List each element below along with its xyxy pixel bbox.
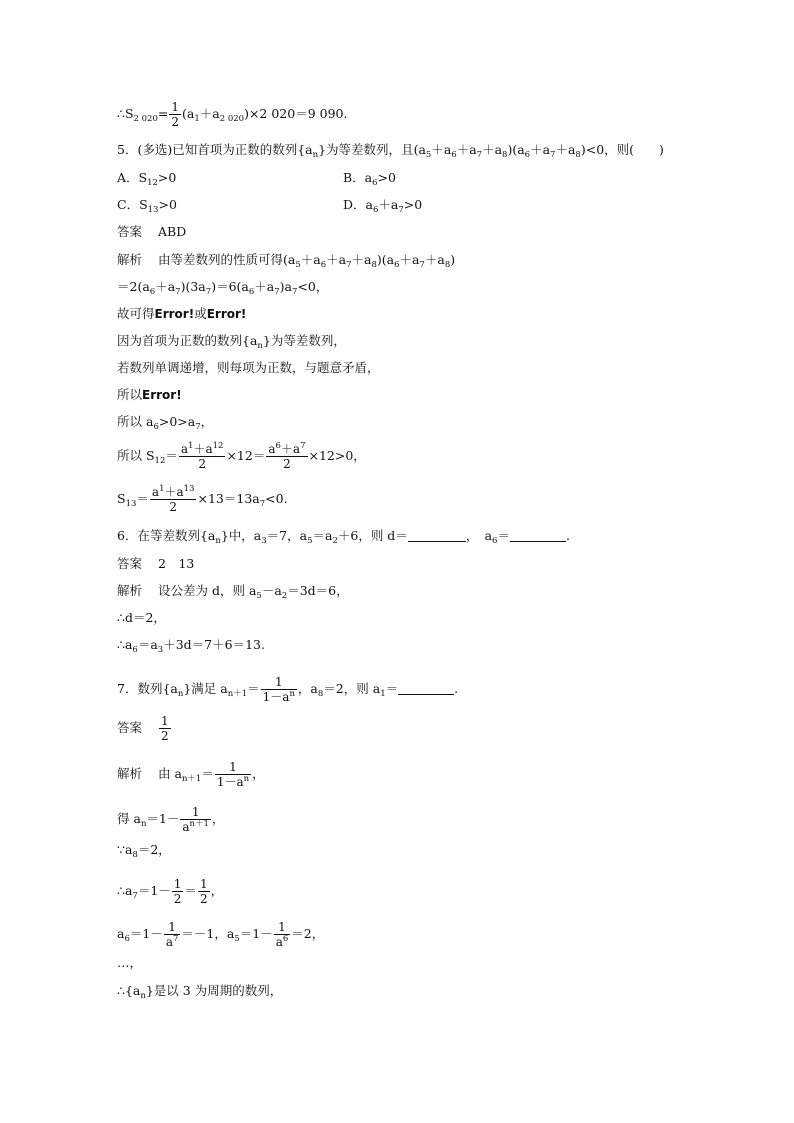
text: ) bbox=[450, 252, 456, 267]
text: 因为首项为正数的数列{a bbox=[117, 333, 258, 348]
text: A．S bbox=[117, 170, 148, 185]
text: ＋a bbox=[482, 142, 503, 157]
text: 1－a bbox=[216, 775, 244, 789]
denominator: 2 bbox=[199, 892, 208, 906]
subscript: n bbox=[140, 819, 147, 829]
fraction bbox=[261, 675, 297, 704]
subscript: 7 bbox=[346, 260, 352, 270]
error-text: Error! bbox=[206, 307, 247, 321]
text: <0， bbox=[297, 279, 329, 294]
denominator bbox=[274, 935, 291, 949]
text: ＋a bbox=[254, 279, 275, 294]
denominator: 2 bbox=[171, 115, 179, 129]
text: 故可得 bbox=[117, 306, 155, 321]
subscript: 7 bbox=[132, 891, 138, 901]
subscript: 13 bbox=[125, 499, 137, 509]
subscript: 5 bbox=[425, 150, 432, 160]
fraction bbox=[164, 920, 181, 949]
subscript: 6 bbox=[124, 934, 130, 944]
superscript: 6 bbox=[282, 934, 289, 944]
text: S bbox=[117, 491, 126, 506]
subscript: 7 bbox=[274, 287, 280, 297]
text: 所以 a bbox=[117, 414, 154, 429]
text: >0>a bbox=[158, 414, 196, 429]
text: ＋a bbox=[193, 442, 213, 456]
subscript: 6 bbox=[149, 287, 156, 297]
text: ， bbox=[252, 766, 265, 781]
text: 由等差数列的性质可得(a bbox=[158, 252, 296, 267]
answer-blank bbox=[408, 529, 466, 542]
subscript: 8 bbox=[502, 150, 508, 160]
numerator bbox=[179, 442, 226, 457]
answer-value: 2 13 bbox=[158, 556, 195, 571]
text: ∴a bbox=[117, 883, 133, 898]
text: 设公差为 d，则 a bbox=[158, 583, 257, 598]
text: ＋a bbox=[199, 106, 220, 121]
superscript: 6 bbox=[275, 441, 281, 451]
text: ，a bbox=[297, 681, 318, 696]
text: ＝a bbox=[137, 637, 158, 652]
subscript: n bbox=[140, 991, 146, 1001]
q7-analysis-2 bbox=[117, 805, 224, 834]
text: ＋6，则 d＝ bbox=[337, 528, 408, 543]
subscript: 6 bbox=[132, 645, 138, 655]
text: ×12>0， bbox=[308, 448, 366, 463]
text: ＋a bbox=[456, 142, 477, 157]
error-text: Error! bbox=[142, 388, 182, 402]
text: }满足 a bbox=[183, 681, 228, 696]
numerator: 1 bbox=[199, 877, 208, 891]
text: －a bbox=[261, 583, 282, 598]
q5-stem bbox=[117, 142, 664, 158]
q5-option-c bbox=[117, 197, 177, 213]
text: 所以 S bbox=[117, 448, 155, 463]
text: (a bbox=[182, 106, 195, 121]
text: ＋a bbox=[378, 197, 399, 212]
q5-answer bbox=[117, 224, 186, 240]
subscript: 8 bbox=[132, 850, 138, 860]
q5-analysis-2 bbox=[117, 279, 328, 295]
subscript: 6 bbox=[372, 178, 378, 188]
q5-analysis-7 bbox=[117, 414, 213, 430]
subscript: 7 bbox=[419, 260, 425, 270]
text: )＝6(a bbox=[211, 279, 249, 294]
subscript: 7 bbox=[550, 150, 556, 160]
text: 5．(多选)已知首项为正数的数列{a bbox=[117, 142, 313, 157]
text: ∴S bbox=[117, 106, 134, 121]
text: }是以 3 为周期的数列， bbox=[145, 983, 283, 998]
text: ＝ bbox=[497, 528, 510, 543]
analysis-label: 解析 bbox=[117, 583, 143, 598]
q6-stem bbox=[117, 528, 570, 544]
text: 或 bbox=[194, 306, 207, 321]
numerator: 1 bbox=[274, 920, 291, 935]
fraction bbox=[150, 485, 197, 514]
text: B．a bbox=[343, 170, 373, 185]
subscript: 12 bbox=[154, 456, 166, 466]
fraction bbox=[172, 877, 184, 906]
subscript: 7 bbox=[205, 287, 212, 297]
text: ＋a bbox=[530, 142, 551, 157]
text: = bbox=[157, 106, 169, 121]
fraction bbox=[198, 877, 210, 906]
text: a bbox=[165, 935, 173, 949]
text: ＝2， bbox=[137, 842, 171, 857]
q5-analysis-9 bbox=[117, 485, 288, 514]
superscript: 7 bbox=[172, 934, 179, 944]
subscript: n bbox=[177, 689, 184, 699]
text: )<0，则( ) bbox=[580, 142, 664, 157]
subscript: 8 bbox=[444, 260, 451, 270]
text: >0 bbox=[403, 197, 423, 212]
text: ∴{a bbox=[117, 983, 141, 998]
fraction bbox=[180, 805, 211, 834]
answer-label: 答案 bbox=[117, 720, 143, 735]
subscript: 12 bbox=[147, 178, 158, 188]
subscript: 8 bbox=[317, 689, 324, 699]
text: ， bbox=[210, 883, 224, 898]
text: 1－a bbox=[262, 690, 290, 704]
subscript: 3 bbox=[157, 645, 164, 655]
q7-analysis-4 bbox=[117, 877, 223, 906]
denominator bbox=[261, 690, 297, 704]
text: ＋a bbox=[351, 252, 372, 267]
text: ＝1－ bbox=[146, 811, 180, 826]
numerator: 1 bbox=[173, 877, 182, 891]
text: 若数列单调递增，则每项为正数，与题意矛盾， bbox=[117, 360, 380, 375]
subscript: 1 bbox=[194, 114, 200, 124]
q5-analysis-8 bbox=[117, 442, 366, 471]
subscript: 8 bbox=[371, 260, 377, 270]
q5-option-a bbox=[117, 170, 176, 186]
text: 得 a bbox=[117, 811, 141, 826]
analysis-label: 解析 bbox=[117, 252, 143, 267]
text: . bbox=[454, 681, 459, 696]
subscript: 6 bbox=[153, 422, 159, 432]
q5-analysis-1 bbox=[117, 252, 455, 268]
q6-analysis-1 bbox=[117, 583, 349, 599]
text: )a bbox=[279, 279, 292, 294]
q7-analysis-3 bbox=[117, 842, 171, 858]
text: ＝2，则 a bbox=[323, 681, 381, 696]
denominator: 2 bbox=[198, 457, 206, 471]
subscript: 7 bbox=[175, 287, 181, 297]
numerator: 1 bbox=[180, 805, 211, 820]
text: ＝－1，a bbox=[181, 926, 235, 941]
subscript: 1 bbox=[380, 689, 386, 699]
subscript: 13 bbox=[147, 205, 159, 215]
subscript: 6 bbox=[248, 287, 255, 297]
subscript: 8 bbox=[575, 150, 581, 160]
superscript: 7 bbox=[300, 441, 306, 451]
numerator bbox=[150, 485, 197, 500]
text: ＋a bbox=[155, 279, 176, 294]
fraction bbox=[266, 442, 307, 471]
numerator: 1 bbox=[261, 675, 297, 690]
q5-analysis-6 bbox=[117, 387, 182, 403]
text: ＝a bbox=[312, 528, 333, 543]
text: ， bbox=[211, 811, 225, 826]
text: ×13＝13a bbox=[197, 491, 260, 506]
text: ＝2(a bbox=[117, 279, 150, 294]
text: <0. bbox=[265, 491, 288, 506]
q6-analysis-2 bbox=[117, 610, 166, 626]
text: >0 bbox=[157, 170, 177, 185]
text: ＝1－ bbox=[239, 926, 273, 941]
subscript: 7 bbox=[195, 422, 201, 432]
subscript: 6 bbox=[372, 205, 379, 215]
numerator bbox=[266, 442, 307, 457]
q5-analysis-4 bbox=[117, 333, 346, 349]
error-text: Error! bbox=[154, 307, 195, 321]
text: ＋a bbox=[300, 252, 321, 267]
numerator: 1 bbox=[161, 714, 169, 728]
text: ＋a bbox=[424, 252, 445, 267]
denominator: 2 bbox=[169, 500, 178, 514]
subscript: n bbox=[257, 341, 263, 351]
subscript: 7 bbox=[259, 499, 266, 509]
superscript: 1 bbox=[188, 441, 194, 451]
text: a bbox=[117, 926, 125, 941]
text: ＋3d＝7＋6＝13. bbox=[163, 637, 265, 652]
fraction bbox=[179, 442, 226, 471]
numerator: 1 bbox=[215, 760, 251, 775]
text: )×2 020＝9 090. bbox=[244, 106, 348, 121]
subscript: n＋1 bbox=[227, 689, 248, 699]
subscript: 2 020 bbox=[133, 114, 158, 124]
denominator: 2 bbox=[173, 892, 182, 906]
denominator: 2 bbox=[283, 457, 291, 471]
q7-stem bbox=[117, 675, 458, 704]
subscript: 7 bbox=[292, 287, 298, 297]
analysis-label: 解析 bbox=[117, 766, 143, 781]
q7-answer bbox=[117, 714, 172, 743]
subscript: 5 bbox=[295, 260, 301, 270]
text: a bbox=[182, 820, 190, 834]
answer-label: 答案 bbox=[117, 224, 143, 239]
answer-blank bbox=[398, 682, 454, 695]
answer-label: 答案 bbox=[117, 556, 143, 571]
text: ＝ bbox=[136, 491, 149, 506]
q5-analysis-5 bbox=[117, 360, 380, 376]
text: )(a bbox=[507, 142, 525, 157]
text: ＝ bbox=[165, 448, 178, 463]
superscript: 12 bbox=[212, 441, 224, 451]
q5-option-d bbox=[343, 197, 422, 213]
text: ＝ bbox=[385, 681, 399, 696]
text: ， bbox=[200, 414, 214, 429]
text: )(a bbox=[376, 252, 395, 267]
text: ＝ bbox=[247, 681, 260, 696]
text: ＝ bbox=[201, 766, 214, 781]
subscript: 6 bbox=[320, 260, 327, 270]
q7-analysis-7 bbox=[117, 983, 282, 999]
text: ＝3d＝6， bbox=[287, 583, 349, 598]
text: }为等差数列，且(a bbox=[318, 142, 426, 157]
fraction bbox=[274, 920, 291, 949]
text: ＋a bbox=[431, 142, 452, 157]
text: …， bbox=[117, 955, 143, 970]
q7-analysis-1 bbox=[117, 760, 265, 789]
subscript: n bbox=[215, 536, 221, 546]
text: )(3a bbox=[180, 279, 206, 294]
q6-answer bbox=[117, 556, 194, 572]
superscript: 13 bbox=[183, 484, 195, 494]
text: 7．数列{a bbox=[117, 681, 178, 696]
fraction bbox=[215, 760, 251, 789]
answer-value: ABD bbox=[158, 224, 187, 239]
subscript: n＋1 bbox=[181, 774, 202, 784]
s2020-line bbox=[117, 100, 347, 129]
superscript: n bbox=[289, 689, 295, 699]
text: ∵a bbox=[117, 842, 133, 857]
text: ＋a bbox=[399, 252, 420, 267]
text: a bbox=[180, 442, 189, 456]
text: a bbox=[268, 442, 276, 456]
text: ＝1－ bbox=[137, 883, 171, 898]
text: a bbox=[151, 485, 160, 499]
q7-analysis-6 bbox=[117, 955, 142, 971]
answer-blank bbox=[510, 529, 566, 542]
denominator bbox=[215, 775, 251, 789]
denominator bbox=[164, 935, 181, 949]
subscript: 6 bbox=[451, 150, 457, 160]
text: 由 a bbox=[158, 766, 182, 781]
subscript: 5 bbox=[307, 536, 313, 546]
text: a bbox=[275, 935, 283, 949]
subscript: 7 bbox=[476, 150, 483, 160]
text: >0 bbox=[377, 170, 396, 185]
text: ＋a bbox=[326, 252, 347, 267]
q7-analysis-5 bbox=[117, 920, 324, 949]
subscript: 6 bbox=[524, 150, 531, 160]
text: ＝1－ bbox=[129, 926, 163, 941]
text: ＋a bbox=[280, 442, 301, 456]
superscript: n bbox=[243, 774, 250, 784]
text: C．S bbox=[117, 197, 148, 212]
subscript: 5 bbox=[234, 934, 240, 944]
text: ∴d＝2， bbox=[117, 610, 166, 625]
superscript: n＋1 bbox=[189, 819, 209, 829]
denominator: 2 bbox=[161, 729, 169, 743]
subscript: 2 020 bbox=[219, 114, 245, 124]
q5-option-b bbox=[343, 170, 396, 186]
q6-analysis-3 bbox=[117, 637, 265, 653]
text: ＝ bbox=[184, 883, 197, 898]
text: }为等差数列， bbox=[262, 333, 346, 348]
text: ， a bbox=[465, 528, 493, 543]
denominator bbox=[180, 820, 211, 834]
text: ＝2， bbox=[291, 926, 325, 941]
subscript: 3 bbox=[261, 536, 267, 546]
subscript: 2 bbox=[332, 536, 338, 546]
subscript: 6 bbox=[492, 536, 498, 546]
text: . bbox=[565, 528, 570, 543]
fraction bbox=[169, 100, 181, 129]
subscript: 7 bbox=[398, 205, 404, 215]
subscript: n bbox=[312, 150, 319, 160]
text: ＝7，a bbox=[266, 528, 308, 543]
text: 6．在等差数列{a bbox=[117, 528, 216, 543]
superscript: 1 bbox=[159, 484, 165, 494]
text: D．a bbox=[343, 197, 373, 212]
subscript: 5 bbox=[256, 591, 262, 601]
text: ＋a bbox=[164, 485, 184, 499]
numerator: 1 bbox=[164, 920, 181, 935]
numerator: 1 bbox=[171, 100, 179, 114]
text: ＋a bbox=[555, 142, 576, 157]
q5-analysis-3 bbox=[117, 306, 246, 322]
subscript: 2 bbox=[281, 591, 288, 601]
text: ×12＝ bbox=[226, 448, 266, 463]
subscript: 6 bbox=[394, 260, 400, 270]
text: >0 bbox=[158, 197, 177, 212]
text: }中，a bbox=[220, 528, 262, 543]
text: ∴a bbox=[117, 637, 133, 652]
answer-fraction bbox=[159, 714, 171, 743]
text: 所以 bbox=[117, 387, 143, 402]
